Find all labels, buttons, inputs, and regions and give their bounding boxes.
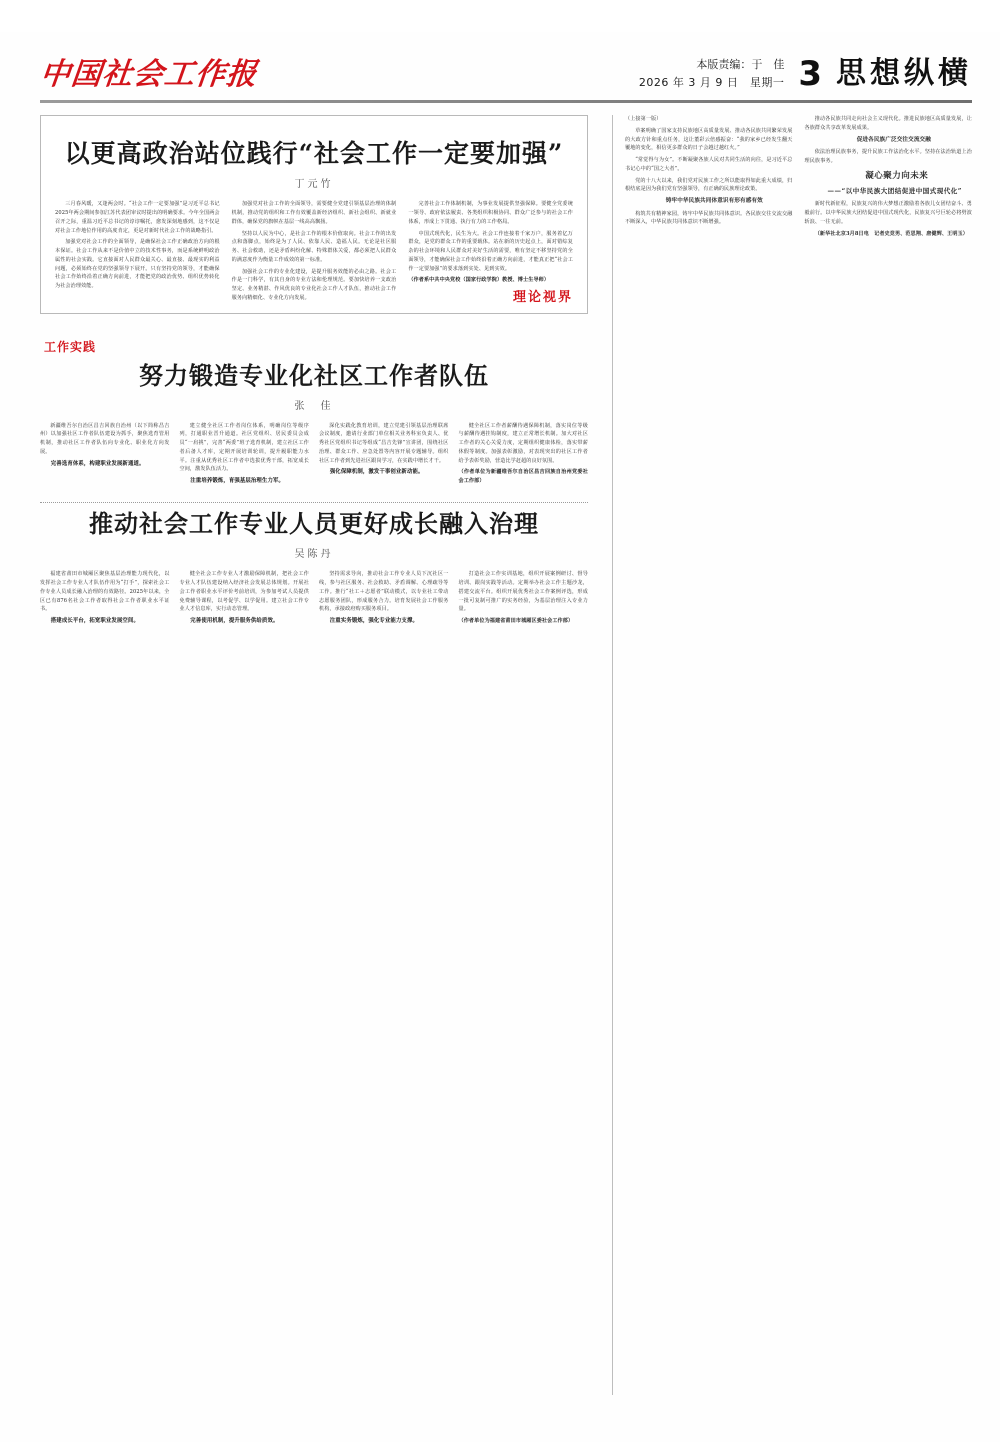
paragraph: 建立健全社区工作者岗位体系，明确岗位等级序列，打通职业晋升通道。社区党组织、居民委员会成员“一肩挑”，完善“两委”班子选育机制，建立社区工作者后备人才库，定期开展培训轮训，提升履职能力水平。注重从优秀社区工作者中选拔优秀干部，拓宽成长空间，激发队伍活力。	[179, 422, 309, 473]
practice-article-byline: 张 佳	[294, 400, 334, 412]
right-section-head: 促进各民族广泛交往交流交融	[856, 136, 931, 143]
paragraph: 坚持需求导向，推动社会工作专业人员下沉社区一线，参与社区服务、社会救助、矛盾调解、心理疏导等工作。推行“社工＋志愿者”联动模式，以专业社工带动志愿服务团队，形成服务合力。培育发展社会工作服务机构，承接政府购买服务项目。	[319, 571, 449, 613]
page-body	[40, 115, 972, 1395]
paragraph	[319, 617, 449, 626]
dotted-divider	[40, 502, 588, 503]
section-title: 思想纵横	[836, 55, 972, 91]
paragraph	[180, 617, 310, 626]
third-article-body	[40, 570, 588, 629]
paragraph: 中国式现代化，民生为大。社会工作连接着千家万户，服务着亿万群众，是党的群众工作的重要载体。站在新的历史起点上，面对错综复杂的社会环境和人民群众对美好生活的需要，唯有坚定不移坚持党的全面领导，才能确保社会工作始终沿着正确方向前进，才能真正把“社会工作一定要加强”的要求落到实处、见到实效。	[408, 230, 573, 272]
masthead-right	[638, 53, 972, 94]
paragraph: 健全社区工作者薪酬待遇保障机制，落实岗位等级与薪酬待遇挂钩制度，建立正常增长机制。加大对社区工作者的关心关爱力度，定期组织健康体检，落实带薪休假等制度。加强表彰激励，对表现突出的社区工作者给予表彰奖励，营造比学赶超的良好氛围。	[458, 422, 588, 464]
date-line: 2026 年 3 月 9 日 星期一	[638, 75, 785, 89]
paragraph: 推动各民族共同走向社会主义现代化。推进民族地区高质量发展，让各族群众共享改革发展成果。	[804, 116, 972, 131]
paragraph: 加强社会工作的专业化建设，是提升服务效能的必由之路。社会工作是一门科学，有其自身的专业方法和伦理规范。要加快培养一支政治坚定、业务精湛、作风优良的专业化社会工作人才队伍，推动社会工作服务向精细化、专业化方向发展。	[231, 268, 397, 301]
practice-article-credit: （作者单位为新疆维吾尔自治区昌吉回族自治州党委社会工作部）	[458, 469, 588, 484]
lead-article-credit: （作者系中共中央党校（国家行政学院）教授、博士生导师）	[408, 277, 550, 284]
third-article-byline: 吴陈丹	[294, 549, 334, 561]
paragraph: 打造社会工作实训基地，组织开展案例研讨、督导培训、跟岗实践等活动。定期举办社会工作主题沙龙，搭建交流平台。组织开展优秀社会工作案例评选，形成一批可复制可推广的实务经验，为基层治理注入专业力量。	[458, 571, 588, 613]
paragraph: 深化实践化教育培训，建立党建引领基层治理联席会议制度，邀请行业部门单位相关业务科室负责人、优秀社区党组织书记等组成“昌吉先锋”宣讲团，围绕社区治理、群众工作、应急处置等内容开展专题辅导。组织社区工作者到先进社区跟岗学习，在实践中增长才干。	[319, 422, 449, 464]
lead-article	[40, 115, 588, 314]
paragraph	[180, 477, 310, 486]
paragraph: 加强党对社会工作的全面领导，需要健全党建引领基层治理的体制机制，推动党的组织和工作有效覆盖新经济组织、新社会组织、新就业群体，确保党的旗帜在基层一线高高飘扬。	[231, 201, 397, 225]
right-column-body	[625, 115, 972, 238]
closing-head: 凝心聚力向未来	[865, 170, 929, 181]
paragraph: 党的十八大以来，我们党对民族工作之所以能取得如此重大成绩，归根结底是因为我们党有坚强领导，有正确的民族理论政策。	[625, 177, 793, 193]
lead-article-byline: 丁元竹	[294, 179, 334, 191]
page-number: 3	[798, 53, 822, 94]
paragraph: 新疆维吾尔自治区昌吉回族自治州（以下简称昌吉州）以加强社区工作者队伍建设为抓手，聚焦选育管用机制，推动社区工作者队伍向专业化、职业化方向发展。	[40, 422, 170, 455]
paragraph: 依法治理民族事务，提升民族工作法治化水平。坚持在法治轨道上治理民族事务。	[804, 149, 972, 164]
lead-article-title: 以更高政治站位践行“社会工作一定要加强”	[64, 139, 564, 168]
masthead-meta	[639, 56, 784, 92]
paragraph: “常觉得与为女”。不断凝聚各族人民对共同生活的向往，是习近平总书记心中的“国之大者”。	[625, 157, 793, 172]
right-column	[625, 115, 972, 1395]
paragraph: 草案明确了国家支持民族地区高质量发展、推动各民族共同繁荣发展的大政方针和重点任务，这让董彩云倍感振奋：“我的家乡已经发生翻天覆地的变化，相信更多群众的日子会越过越红火。”	[625, 127, 793, 152]
paragraph: 健全社会工作专业人才激励保障机制，把社会工作专业人才队伍建设纳入经济社会发展总体规划。开展社会工作者职业水平评价考前培训，为参加考试人员提供免费辅导课程，以考促学、以学促用。建立社会工作专业人才信息库，实行动态管理。	[179, 571, 309, 613]
lead-article-body	[55, 200, 573, 302]
practice-section-label: 工作实践	[44, 339, 97, 354]
masthead	[40, 32, 972, 94]
newspaper-logo: 中国社会工作报	[38, 57, 260, 92]
theory-badge: 理论视界	[512, 289, 573, 305]
paragraph: 坚持以人民为中心，是社会工作的根本价值取向。社会工作的出发点和落脚点，始终是为了人民、依靠人民、造福人民。无论是社区服务、社会救助，还是矛盾纠纷化解、特殊群体关爱，都必须把人民群众的满意度作为衡量工作成效的第一标准。	[231, 230, 397, 263]
paragraph: 新时代新征程，民族复兴的伟大梦想正激励着各族儿女团结奋斗、勇毅前行。以中华民族大团结促进中国式现代化，民族复兴号巨轮必将劈波斩浪、一往无前。	[804, 201, 972, 225]
practice-label-wrap	[44, 336, 588, 355]
practice-article	[40, 361, 588, 487]
left-column	[40, 115, 600, 1395]
column-divider	[612, 115, 613, 1395]
agency-credit: （新华社北京3月8日电 记者史竞男、范思翔、唐健辉、王明玉）	[814, 230, 969, 237]
practice-article-title: 努力锻造专业化社区工作者队伍	[139, 360, 489, 390]
subheading: 完善选育体系，构建职业发展新通道。	[50, 460, 145, 467]
paragraph: 三月春风暖，又逢两会时。“社会工作一定要加强”是习近平总书记2025年两会期间参加江苏代表团审议时提出的明确要求。今年全国两会召开之际，重温习近平总书记的谆谆嘱托，愈发深刻地感到，这不仅是对社会工作地位作用的高度肯定，更是对新时代社会工作的战略指引。	[55, 201, 220, 234]
paragraph: 完善社会工作体制机制，为事业发展提供坚强保障。要健全党委统一领导、政府依法履责、各类组织积极协同、群众广泛参与的社会工作体系，形成上下贯通、执行有力的工作格局。	[408, 201, 573, 225]
right-section-head: 铸牢中华民族共同体意识有形有感有效	[665, 198, 763, 204]
paragraph	[40, 617, 170, 626]
masthead-rule	[40, 100, 972, 103]
paragraph: 构筑共有精神家园，铸牢中华民族共同体意识。各民族交往交流交融不断深入，中华民族共同体意识不断增强。	[625, 210, 793, 226]
closing-sub: ——“以中华民族大团结促进中国式现代化”	[827, 187, 962, 196]
paragraph	[319, 468, 449, 477]
newspaper-page	[0, 32, 1000, 1442]
subheading: 强化保障机制，激发干事创业新动能。	[329, 469, 424, 476]
paragraph: 福建省莆田市城厢区聚焦基层治理能力现代化，以发挥社会工作专业人才队伍作用为“打手”，探索社会工作专业人员成长融入治理的有效路径。2025年以来，全区已有876名社会工作者取得社会工作者职业水平证书。	[40, 571, 170, 613]
third-article-title: 推动社会工作专业人员更好成长融入治理	[89, 509, 539, 539]
continuation-note: （上接第一版）	[625, 116, 662, 122]
third-article	[40, 509, 588, 629]
subheading: 注重实务锻炼，强化专业能力支撑。	[329, 618, 418, 625]
third-article-credit: （作者单位为福建省莆田市城厢区委社会工作部）	[458, 618, 574, 625]
subheading: 完善使用机制，提升服务供给质效。	[190, 618, 279, 625]
editor-line: 本版责编：于 佳	[696, 57, 785, 71]
subheading: 搭建成长平台，拓宽职业发展空间。	[50, 618, 139, 625]
paragraph	[40, 460, 170, 469]
practice-article-body	[40, 422, 588, 487]
paragraph: 加强党对社会工作的全面领导，是确保社会工作正确政治方向的根本保证。社会工作从来不是价值中立的技术性事务，而是系统鲜明政治属性的社会实践。它直接面对人民群众最关心、最直接、最现实的利益问题，必须始终在党的坚强领导下展开。只有坚持党的领导，才能确保社会工作始终沿着正确方向前进，才能把党的政治优势、组织优势转化为社会治理效能。	[55, 239, 220, 289]
subheading: 注重培养锻炼，育强基层治理生力军。	[190, 478, 284, 484]
